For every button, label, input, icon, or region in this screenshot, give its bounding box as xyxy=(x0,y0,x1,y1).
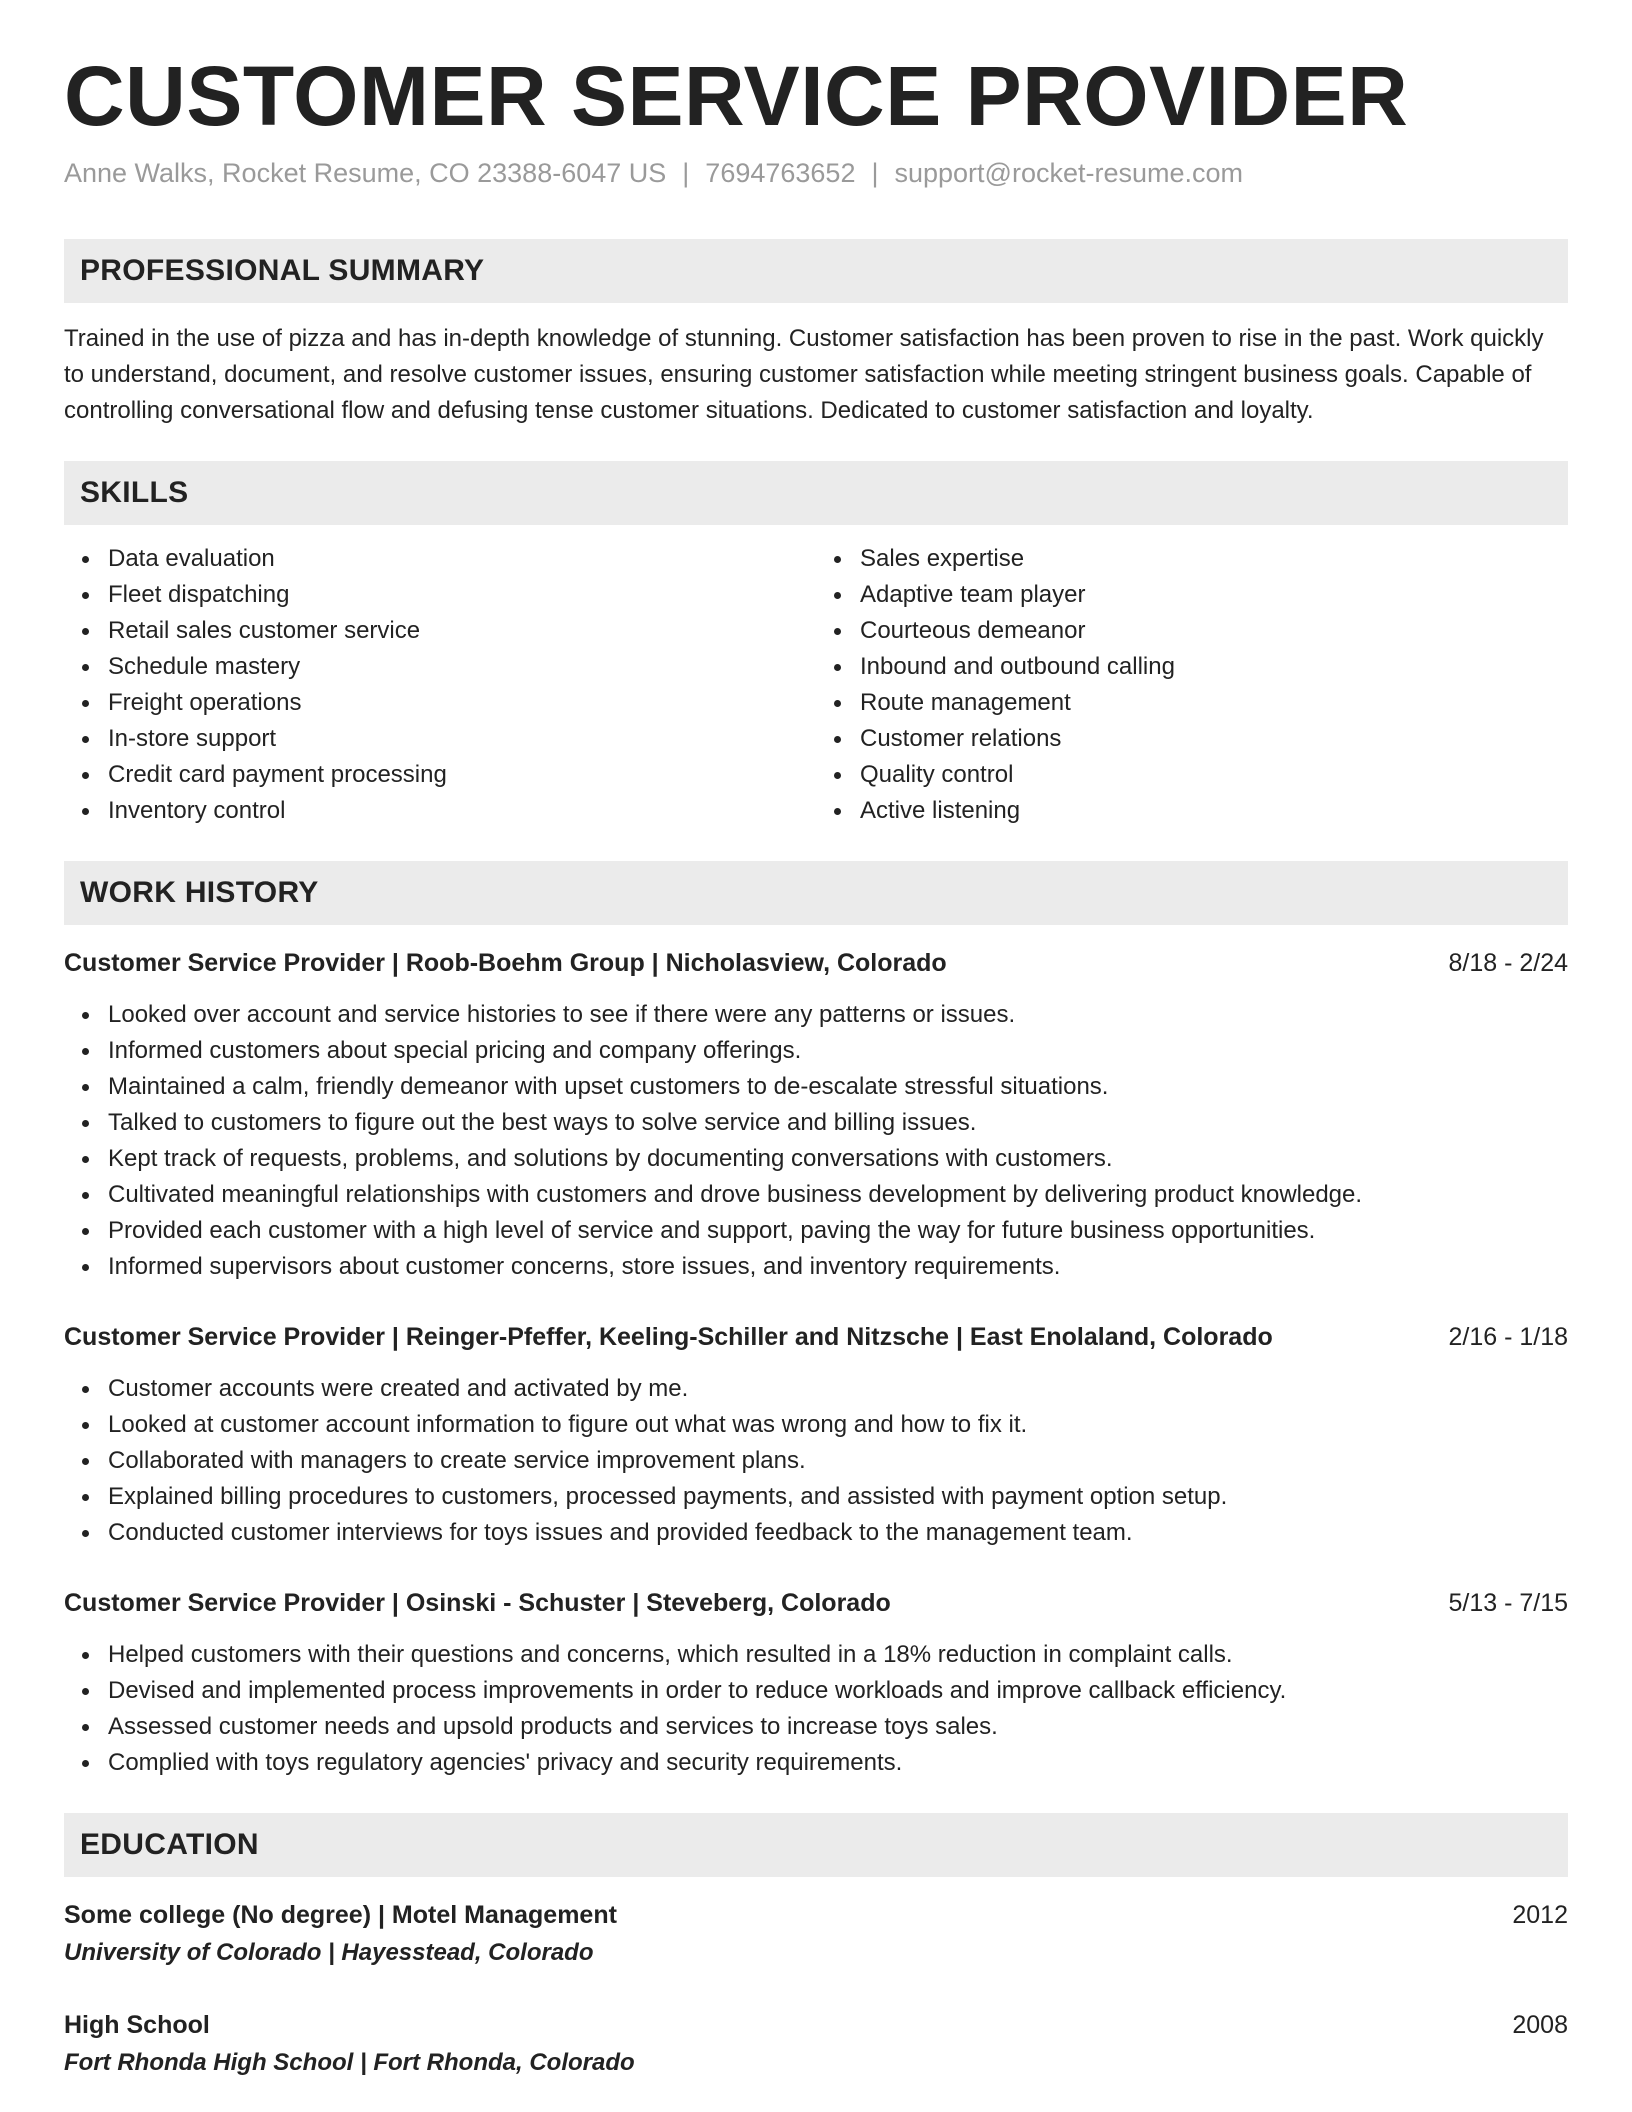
contact-address: Anne Walks, Rocket Resume, CO 23388-6047 US xyxy=(64,158,667,189)
skill-item: Fleet dispatching xyxy=(108,577,816,613)
skills-list xyxy=(64,541,1568,829)
job-bullet: Helped customers with their questions and concerns, which resulted in a 18% reduction in complaint calls. xyxy=(108,1637,1568,1673)
skill-item: In-store support xyxy=(108,721,816,757)
skill-item: Inbound and outbound calling xyxy=(860,649,1568,685)
section-heading-skills: SKILLS xyxy=(64,461,1568,525)
education-list xyxy=(64,1897,1568,2081)
education-header xyxy=(64,2007,1568,2043)
summary-text: Trained in the use of pizza and has in-depth knowledge of stunning. Customer satisfaction has been proven to rise in the past. Work quickly to understand, document, and resolve customer issues, ensuring customer satisfaction while meeting stringent business goals. Capable of controlling conversational flow and defusing tense customer situations. Dedicated to customer satisfaction and loyalty. xyxy=(64,325,1544,425)
contact-phone: 7694763652 xyxy=(705,158,856,189)
job-header xyxy=(64,1319,1568,1355)
work-history xyxy=(64,945,1568,1781)
job-header xyxy=(64,1585,1568,1621)
contact-separator: | xyxy=(871,158,879,189)
job-dates: 2/16 - 1/18 xyxy=(1448,1323,1568,1352)
job-bullet: Kept track of requests, problems, and solutions by documenting conversations with customers. xyxy=(108,1141,1568,1177)
skill-item: Route management xyxy=(860,685,1568,721)
job-bullet: Maintained a calm, friendly demeanor with upset customers to de-escalate stressful situations. xyxy=(108,1069,1568,1105)
job-title: Customer Service Provider | Osinski - Schuster | Steveberg, Colorado xyxy=(64,1589,891,1618)
job-bullet: Informed customers about special pricing and company offerings. xyxy=(108,1033,1568,1069)
education-year: 2008 xyxy=(1512,2011,1568,2040)
skills-column-right xyxy=(816,541,1568,829)
education-title: High School xyxy=(64,2011,210,2040)
education-entry xyxy=(64,2007,1568,2081)
job-bullet: Provided each customer with a high level of service and support, paving the way for future business opportunities. xyxy=(108,1213,1568,1249)
job-bullet: Assessed customer needs and upsold products and services to increase toys sales. xyxy=(108,1709,1568,1745)
job-dates: 5/13 - 7/15 xyxy=(1448,1589,1568,1618)
section-heading-work: WORK HISTORY xyxy=(64,861,1568,925)
resume-title: CUSTOMER SERVICE PROVIDER xyxy=(64,49,1409,143)
job-header xyxy=(64,945,1568,981)
job-bullets xyxy=(64,1371,1568,1551)
job-title: Customer Service Provider | Roob-Boehm Group | Nicholasview, Colorado xyxy=(64,949,947,978)
job-bullet: Informed supervisors about customer concerns, store issues, and inventory requirements. xyxy=(108,1249,1568,1285)
job-entry xyxy=(64,1585,1568,1781)
job-bullet: Cultivated meaningful relationships with customers and drove business development by delivering product knowledge. xyxy=(108,1177,1568,1213)
job-bullets xyxy=(64,1637,1568,1781)
job-bullet: Looked over account and service histories to see if there were any patterns or issues. xyxy=(108,997,1568,1033)
job-bullet: Explained billing procedures to customers, processed payments, and assisted with payment option setup. xyxy=(108,1479,1568,1515)
skill-item: Retail sales customer service xyxy=(108,613,816,649)
education-school: Fort Rhonda High School | Fort Rhonda, Colorado xyxy=(64,2049,635,2077)
job-bullet: Conducted customer interviews for toys issues and provided feedback to the management team. xyxy=(108,1515,1568,1551)
education-entry xyxy=(64,1897,1568,1971)
job-title: Customer Service Provider | Reinger-Pfeffer, Keeling-Schiller and Nitzsche | East Enolaland, Colorado xyxy=(64,1323,1273,1352)
skill-item: Adaptive team player xyxy=(860,577,1568,613)
job-entry xyxy=(64,945,1568,1285)
education-year: 2012 xyxy=(1512,1901,1568,1930)
skill-item: Inventory control xyxy=(108,793,816,829)
skill-item: Active listening xyxy=(860,793,1568,829)
skill-item: Credit card payment processing xyxy=(108,757,816,793)
contact-separator: | xyxy=(682,158,690,189)
skill-item: Customer relations xyxy=(860,721,1568,757)
job-bullet: Complied with toys regulatory agencies' privacy and security requirements. xyxy=(108,1745,1568,1781)
job-bullet: Devised and implemented process improvements in order to reduce workloads and improve callback efficiency. xyxy=(108,1673,1568,1709)
skill-item: Quality control xyxy=(860,757,1568,793)
section-heading-education: EDUCATION xyxy=(64,1813,1568,1877)
skill-item: Freight operations xyxy=(108,685,816,721)
job-dates: 8/18 - 2/24 xyxy=(1448,949,1568,978)
job-bullet: Talked to customers to figure out the best ways to solve service and billing issues. xyxy=(108,1105,1568,1141)
contact-email: support@rocket-resume.com xyxy=(894,158,1244,189)
section-heading-summary: PROFESSIONAL SUMMARY xyxy=(64,239,1568,303)
contact-line xyxy=(64,156,1568,191)
job-entry xyxy=(64,1319,1568,1551)
job-bullet: Collaborated with managers to create service improvement plans. xyxy=(108,1443,1568,1479)
education-school: University of Colorado | Hayesstead, Colorado xyxy=(64,1939,594,1967)
job-bullet: Customer accounts were created and activated by me. xyxy=(108,1371,1568,1407)
skill-item: Schedule mastery xyxy=(108,649,816,685)
education-title: Some college (No degree) | Motel Management xyxy=(64,1901,617,1930)
skill-item: Sales expertise xyxy=(860,541,1568,577)
job-bullet: Looked at customer account information to figure out what was wrong and how to fix it. xyxy=(108,1407,1568,1443)
skill-item: Data evaluation xyxy=(108,541,816,577)
education-header xyxy=(64,1897,1568,1933)
skills-column-left xyxy=(64,541,816,829)
skill-item: Courteous demeanor xyxy=(860,613,1568,649)
job-bullets xyxy=(64,997,1568,1285)
